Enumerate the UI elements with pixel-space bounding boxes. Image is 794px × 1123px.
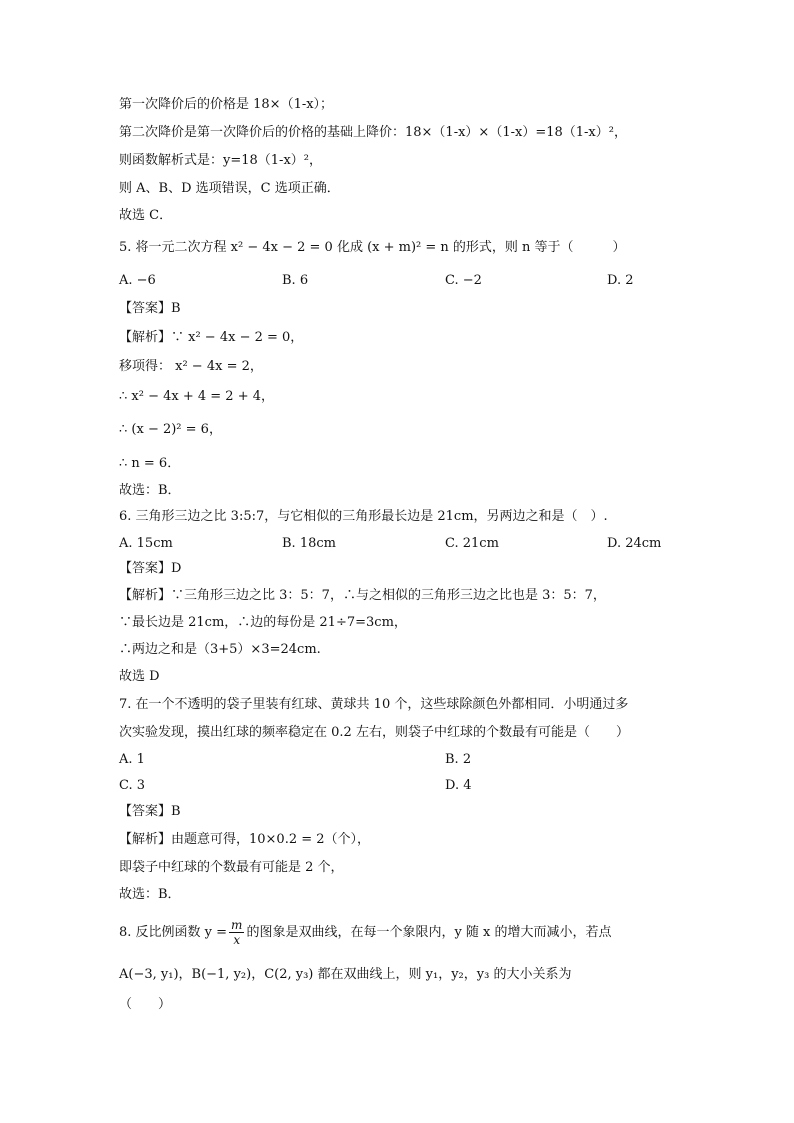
q6-option-a: A. 15cm bbox=[119, 536, 173, 551]
q5-step: ∴ x² − 4x + 4 = 2 + 4， bbox=[119, 389, 274, 404]
q7-option-a: A. 1 bbox=[119, 752, 145, 767]
text-line: 故选 C． bbox=[119, 208, 173, 223]
q6-option-d: D. 24cm bbox=[607, 536, 662, 551]
q5-option-d: D. 2 bbox=[607, 273, 634, 288]
q6-answer: 【答案】D bbox=[119, 561, 182, 576]
question-5-stem: 5. 将一元二次方程 x² − 4x − 2 = 0 化成 (x + m)² = n 的形式，则 n 等于（ ） bbox=[119, 240, 626, 255]
q5-step: 移项得： x² − 4x = 2， bbox=[119, 359, 263, 374]
question-6-stem: 6. 三角形三边之比 3:5:7，与它相似的三角形最长边是 21cm，另两边之和是（ ）. bbox=[119, 509, 608, 524]
q6-option-b: B. 18cm bbox=[282, 536, 336, 551]
q5-answer: 【答案】B bbox=[119, 301, 181, 316]
q7-step: 【解析】由题意可得，10×0.2 = 2（个）， bbox=[119, 832, 371, 847]
q5-step: ∴ (x − 2)² = 6， bbox=[119, 422, 222, 437]
question-7-stem: 7. 在一个不透明的袋子里装有红球、黄球共 10 个，这些球除颜色外都相同．小明通过多 bbox=[119, 697, 629, 712]
q5-step: ∴ n = 6． bbox=[119, 456, 181, 471]
question-8-stem: （ ） bbox=[119, 997, 172, 1012]
text-line: 第一次降价后的价格是 18×（1-x）； bbox=[119, 97, 334, 112]
q5-step: 【解析】∵ x² − 4x − 2 = 0， bbox=[119, 330, 304, 345]
q7-option-b: B. 2 bbox=[445, 752, 472, 767]
q6-step: 故选 D bbox=[119, 669, 160, 684]
q5-option-a: A. −6 bbox=[119, 273, 156, 288]
q8-stem-start: 8. 反比例函数 y = bbox=[119, 925, 228, 940]
q6-step: 【解析】∵三角形三边之比 3：5：7，∴与之相似的三角形三边之比也是 3：5：7， bbox=[119, 588, 606, 603]
fraction-denominator: x bbox=[233, 933, 241, 947]
q5-step: 故选：B． bbox=[119, 483, 181, 498]
text-line: 第二次降价是第一次降价后的价格的基础上降价：18×（1-x）×（1-x）=18（1-x）²， bbox=[119, 125, 627, 140]
q7-answer: 【答案】B bbox=[119, 804, 181, 819]
fraction-numerator: m bbox=[231, 918, 243, 932]
q6-step: ∵最长边是 21cm，∴边的每份是 21÷7=3cm， bbox=[119, 615, 407, 630]
fraction-m-over-x bbox=[229, 918, 244, 947]
q6-step: ∴两边之和是（3+5）×3=24cm. bbox=[119, 642, 321, 657]
question-7-stem: 次实验发现，摸出红球的频率稳定在 0.2 左右，则袋子中红球的个数最有可能是（ ） bbox=[119, 725, 629, 740]
question-8-stem bbox=[119, 918, 612, 947]
q7-option-d: D. 4 bbox=[445, 778, 472, 793]
text-line: 则函数解析式是：y=18（1-x）²， bbox=[119, 153, 322, 168]
text-line: 则 A、B、D 选项错误，C 选项正确． bbox=[119, 181, 340, 196]
q7-step: 故选：B． bbox=[119, 887, 181, 902]
q8-stem-end: 的图象是双曲线，在每一个象限内，y 随 x 的增大而减小，若点 bbox=[246, 925, 612, 940]
question-8-stem: A(−3, y₁)，B(−1, y₂)，C(2, y₃) 都在双曲线上，则 y₁，y₂，y₃ 的大小关系为 bbox=[119, 967, 572, 982]
q7-option-c: C. 3 bbox=[119, 778, 146, 793]
q5-option-c: C. −2 bbox=[445, 273, 482, 288]
q5-option-b: B. 6 bbox=[282, 273, 309, 288]
q7-step: 即袋子中红球的个数最有可能是 2 个， bbox=[119, 860, 344, 875]
q6-option-c: C. 21cm bbox=[445, 536, 499, 551]
